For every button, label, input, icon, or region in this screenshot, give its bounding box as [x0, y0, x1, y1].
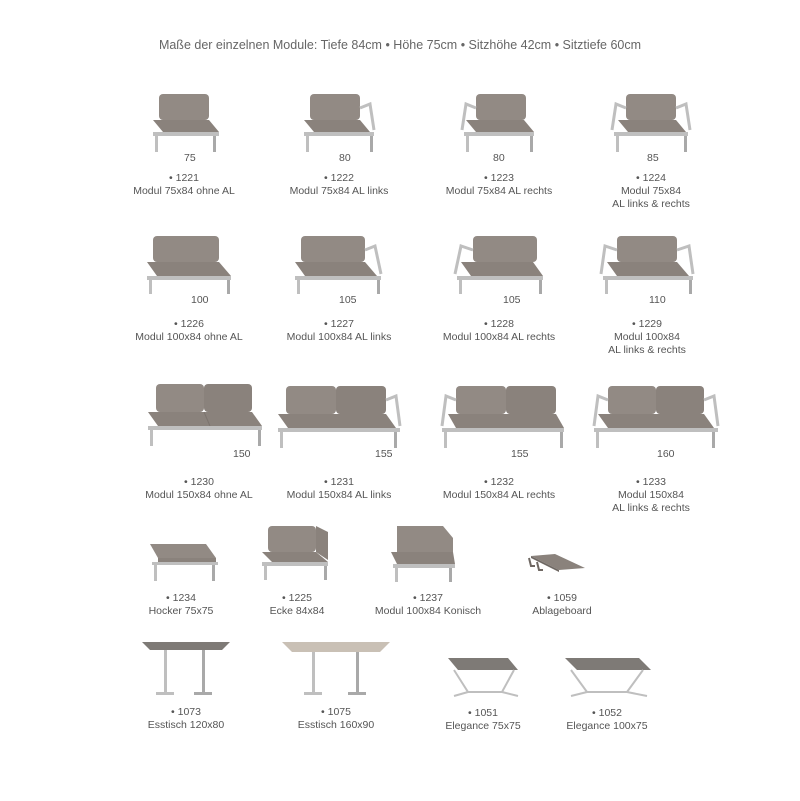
- product-number: • 1237: [413, 592, 443, 604]
- product-number: • 1232: [484, 476, 514, 488]
- dimension-label: 110: [649, 294, 666, 306]
- sofa-module-illustration: [606, 90, 696, 160]
- product-caption: Modul 100x84: [614, 331, 680, 343]
- product-caption: Ecke 84x84: [269, 605, 325, 617]
- corner-module-illustration: [252, 520, 342, 590]
- product-caption: Hocker 75x75: [148, 605, 214, 617]
- shelf-board-illustration: [517, 540, 607, 590]
- dining-table-illustration: [136, 636, 236, 706]
- dimension-label: 155: [375, 448, 393, 460]
- product-number: • 1051: [468, 707, 498, 719]
- product-caption: Modul 100x84 ohne AL: [135, 331, 243, 343]
- dimension-label: 150: [233, 448, 251, 460]
- sofa-module-illustration: [139, 232, 239, 302]
- product-number: • 1073: [171, 706, 201, 718]
- product-1227: [254, 232, 424, 344]
- product-1052: [522, 652, 692, 733]
- product-number: • 1224: [636, 172, 666, 184]
- product-caption: Modul 150x84 ohne AL: [145, 489, 253, 501]
- product-caption-2: AL links & rechts: [608, 344, 686, 356]
- product-1226: [104, 232, 274, 344]
- product-caption-2: AL links & rechts: [612, 502, 690, 514]
- product-number: • 1059: [547, 592, 577, 604]
- product-caption: Modul 150x84 AL rechts: [442, 489, 556, 501]
- product-number: • 1228: [484, 318, 514, 330]
- page-header: Maße der einzelnen Module: Tiefe 84cm • Höhe 75cm • Sitzhöhe 42cm • Sitztiefe 60cm: [158, 38, 642, 52]
- product-caption: Modul 75x84 AL rechts: [445, 185, 553, 197]
- product-1059: [477, 540, 647, 618]
- product-1232: [414, 380, 584, 502]
- product-1223: [414, 90, 584, 198]
- product-1233: [566, 380, 736, 515]
- product-caption-2: AL links & rechts: [612, 198, 690, 210]
- sofa-module-illustration: [434, 380, 564, 460]
- product-number: • 1052: [592, 707, 622, 719]
- product-1224: [566, 90, 736, 211]
- product-1229: [562, 232, 732, 357]
- dimension-label: 80: [339, 152, 351, 164]
- product-caption: Modul 75x84 AL links: [289, 185, 389, 197]
- product-caption: Elegance 100x75: [566, 720, 648, 732]
- product-number: • 1233: [636, 476, 666, 488]
- product-caption: Modul 150x84: [618, 489, 684, 501]
- sofa-module-illustration: [597, 232, 697, 302]
- sofa-module-illustration: [449, 232, 549, 302]
- side-table-illustration: [557, 652, 657, 707]
- sofa-module-illustration: [294, 90, 384, 160]
- product-caption: Esstisch 160x90: [297, 719, 375, 731]
- product-number: • 1229: [632, 318, 662, 330]
- dimension-label: 160: [657, 448, 675, 460]
- dimension-label: 105: [503, 294, 521, 306]
- product-1221: [99, 90, 269, 198]
- dimension-label: 100: [191, 294, 209, 306]
- product-caption: Modul 100x84 AL links: [286, 331, 392, 343]
- dimension-label: 155: [511, 448, 529, 460]
- dimension-label: 75: [184, 152, 196, 164]
- product-1073: [101, 636, 271, 732]
- product-1231: [254, 380, 424, 502]
- product-caption: Modul 100x84 AL rechts: [442, 331, 556, 343]
- product-caption: Modul 100x84 Konisch: [374, 605, 482, 617]
- dimension-label: 80: [493, 152, 505, 164]
- product-number: • 1231: [324, 476, 354, 488]
- product-number: • 1223: [484, 172, 514, 184]
- product-caption: Elegance 75x75: [445, 720, 521, 732]
- product-number: • 1222: [324, 172, 354, 184]
- product-1228: [414, 232, 584, 344]
- conical-module-illustration: [383, 520, 473, 590]
- side-table-illustration: [438, 652, 528, 707]
- product-1075: [251, 636, 421, 732]
- sofa-module-illustration: [289, 232, 389, 302]
- product-number: • 1075: [321, 706, 351, 718]
- product-number: • 1226: [174, 318, 204, 330]
- dimension-label: 85: [647, 152, 659, 164]
- dimension-label: 105: [339, 294, 357, 306]
- product-1222: [254, 90, 424, 198]
- sofa-module-illustration: [139, 90, 229, 160]
- product-caption: Esstisch 120x80: [147, 719, 225, 731]
- product-number: • 1230: [184, 476, 214, 488]
- sofa-module-illustration: [454, 90, 544, 160]
- dining-table-illustration: [276, 636, 396, 706]
- sofa-module-illustration: [586, 380, 716, 460]
- product-number: • 1227: [324, 318, 354, 330]
- product-caption: Ablageboard: [532, 605, 592, 617]
- product-caption: Modul 75x84: [620, 185, 682, 197]
- product-number: • 1221: [169, 172, 199, 184]
- product-caption: Modul 150x84 AL links: [286, 489, 392, 501]
- product-number: • 1234: [166, 592, 196, 604]
- product-caption: Modul 75x84 ohne AL: [133, 185, 235, 197]
- product-number: • 1225: [282, 592, 312, 604]
